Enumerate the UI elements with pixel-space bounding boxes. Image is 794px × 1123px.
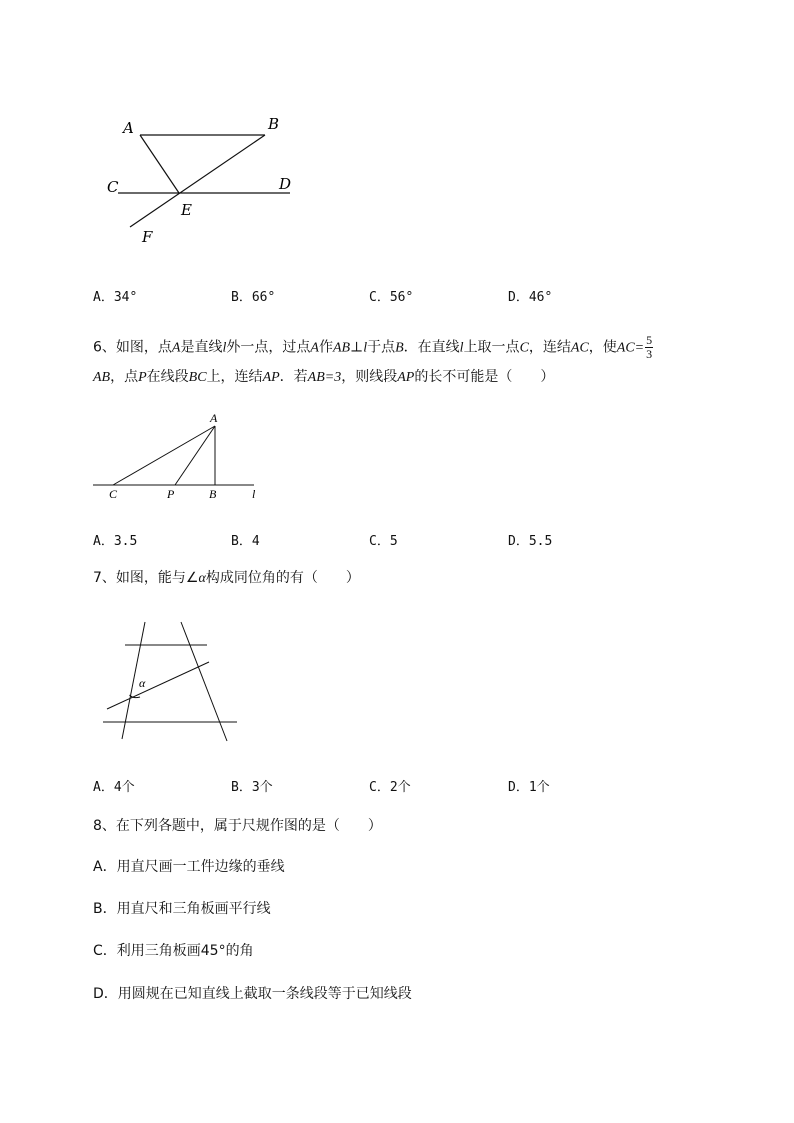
- line-bf: [130, 135, 265, 227]
- q8-option-c[interactable]: C．利用三角板画45°的角: [93, 943, 254, 959]
- q6-var: AB⊥l: [332, 340, 368, 356]
- figure-q6: [90, 408, 270, 503]
- q6-var: P: [138, 370, 147, 385]
- q5-option-d[interactable]: D．46°: [508, 290, 553, 305]
- label-a: A: [210, 411, 218, 425]
- line-ap: [175, 426, 215, 485]
- label-p: P: [167, 487, 175, 501]
- q6-var: AP: [262, 370, 280, 385]
- q6-text: ，连结: [528, 339, 571, 356]
- q6-text: ，则线段: [341, 369, 398, 385]
- fraction-denominator: 3: [646, 347, 653, 361]
- line-ac: [113, 426, 215, 485]
- figure-q5: [100, 110, 310, 250]
- q6-option-b[interactable]: B．4: [231, 534, 260, 549]
- q6-text: 上，连结: [206, 369, 263, 385]
- q6-text: 外一点，过点: [226, 339, 311, 356]
- q6-var: A: [171, 340, 181, 356]
- label-c: C: [107, 178, 119, 196]
- q6-text: ．在直线: [403, 339, 460, 356]
- q7-option-a[interactable]: A．4个: [93, 780, 135, 795]
- q7-text: 7、如图，能与∠: [93, 570, 199, 586]
- q8-option-d[interactable]: D．用圆规在已知直线上截取一条线段等于已知线段: [93, 986, 412, 1002]
- q6-var: B: [395, 340, 404, 356]
- q7-option-c[interactable]: C．2个: [369, 780, 411, 795]
- q7-text: 构成同位角的有（ ）: [205, 570, 360, 586]
- q6-text: ，使: [588, 339, 617, 356]
- q6-var: C: [519, 340, 529, 356]
- figure-q7: [100, 615, 245, 745]
- q6-var: AP: [397, 370, 415, 385]
- q5-options: [93, 286, 713, 308]
- q6-options: [93, 530, 713, 552]
- fraction-5-3: [645, 334, 653, 361]
- q6-var: AB: [93, 370, 111, 385]
- q8-option-a[interactable]: A．用直尺画一工件边缘的垂线: [93, 859, 285, 875]
- label-a: A: [123, 119, 134, 137]
- q5-option-b[interactable]: B．66°: [231, 290, 276, 305]
- q6-var: AC: [570, 340, 589, 356]
- label-d: D: [279, 175, 292, 193]
- q6-option-a[interactable]: A．3.5: [93, 534, 138, 549]
- q7-var: α: [198, 571, 206, 586]
- q6-option-c[interactable]: C．5: [369, 534, 398, 549]
- q7-options: [93, 776, 713, 798]
- q6-var: l: [222, 340, 227, 356]
- q8-option-b[interactable]: B．用直尺和三角板画平行线: [93, 901, 271, 917]
- q7-option-b[interactable]: B．3个: [231, 780, 273, 795]
- q6-text: ．若: [279, 369, 308, 385]
- q6-text: 6、如图，点: [93, 339, 172, 356]
- q8-question: 8、在下列各题中，属于尺规作图的是（ ）: [93, 818, 382, 834]
- q5-option-a[interactable]: A．34°: [93, 290, 138, 305]
- label-b: B: [209, 487, 217, 501]
- q6-text: 上取一点: [463, 339, 520, 356]
- label-b: B: [268, 115, 280, 133]
- q6-var: AC=: [616, 340, 645, 356]
- q6-var: AB=3: [307, 370, 342, 385]
- q6-line-1: [93, 334, 653, 361]
- q6-line-2: [93, 367, 554, 388]
- q6-text: ，点: [110, 369, 139, 385]
- q6-option-d[interactable]: D．5.5: [508, 534, 553, 549]
- q6-var: BC: [188, 370, 207, 385]
- q6-text: 作: [318, 339, 333, 356]
- label-c: C: [109, 487, 118, 501]
- label-alpha: α: [139, 676, 146, 690]
- line-right-slanted: [181, 622, 227, 741]
- q6-text: 在线段: [146, 369, 189, 385]
- fraction-numerator: 5: [646, 333, 653, 347]
- q7-option-d[interactable]: D．1个: [508, 780, 550, 795]
- q6-text: 的长不可能是（ ）: [414, 369, 555, 385]
- label-l: l: [252, 487, 256, 501]
- q6-var: A: [310, 340, 319, 356]
- line-transversal: [107, 662, 209, 709]
- line-ae: [140, 135, 179, 193]
- q7-question: [93, 568, 360, 589]
- q5-option-c[interactable]: C．56°: [369, 290, 414, 305]
- label-e: E: [181, 201, 192, 219]
- q6-text: 于点: [367, 339, 396, 356]
- q6-text: 是直线: [180, 339, 223, 356]
- q6-var: l: [459, 340, 464, 356]
- label-f: F: [142, 228, 153, 246]
